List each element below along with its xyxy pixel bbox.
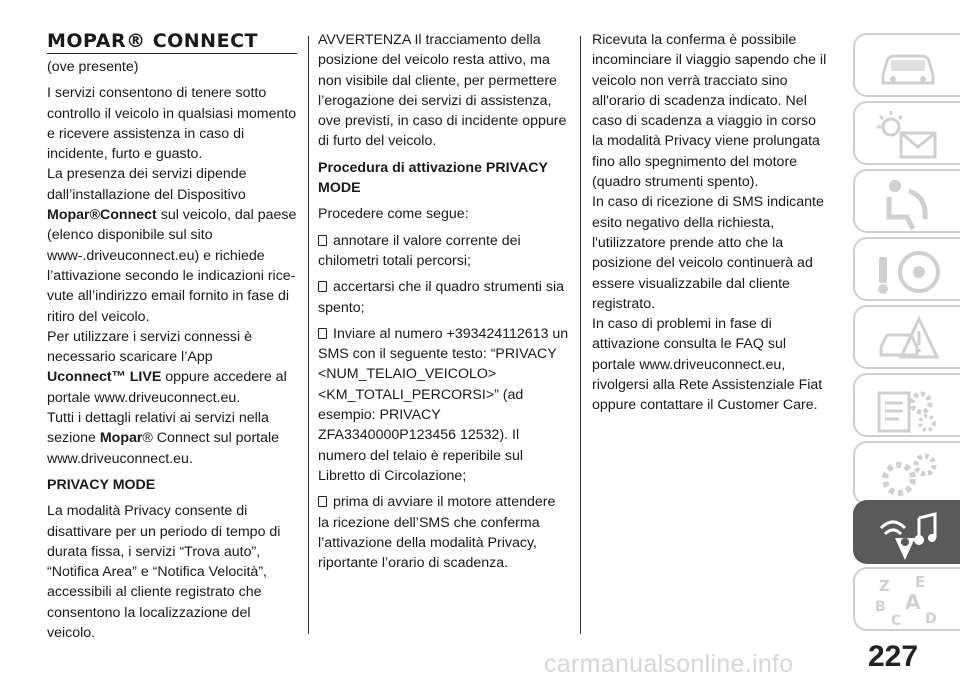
bullet-square-icon	[318, 281, 327, 292]
airbag-seat-icon	[875, 177, 943, 231]
svg-text:B: B	[875, 599, 886, 615]
svg-text:D: D	[925, 611, 937, 627]
technical-gears-icon	[875, 449, 943, 503]
steering-key-icon	[875, 245, 943, 299]
svg-text:E: E	[915, 575, 926, 591]
bullet-item	[318, 324, 570, 486]
tab-technical-data[interactable]	[853, 441, 960, 505]
tab-multimedia[interactable]	[853, 500, 960, 564]
car-icon	[875, 41, 943, 91]
bullet-square-icon	[318, 328, 327, 339]
crash-warning-icon	[875, 313, 943, 367]
tab-emergency[interactable]	[853, 305, 960, 369]
column-divider	[308, 36, 309, 634]
watermark: carmanualsonline.info	[544, 650, 794, 678]
procedure-heading: Procedura di attivazione PRIVACY MODE	[318, 159, 548, 197]
device-paragraph: La presenza dei servizi dipende dall’installazione del Dispositivo	[47, 166, 247, 203]
app-paragraph: Per utilizzare i servizi connessi è necessario scaricare l’App	[47, 328, 253, 366]
multimedia-icon	[875, 508, 943, 562]
bullet-item	[318, 277, 570, 318]
mopar-connect-label: Mopar®Connect	[47, 207, 157, 224]
maintenance-gears-icon	[875, 381, 943, 435]
bullet-square-icon	[318, 496, 327, 507]
bullet-text: Inviare al numero +393424112613 un SMS con il seguente testo: “PRIVACY <NUM_TELAIO_VEICOLO> <KM_TOTALI_PERCORSI>” (ad esempio: PRIVACY ZFA3340000P123456 12532). Il numero del telaio è reperibile sul Libretto di Circolazione;	[318, 325, 569, 484]
bullet-item	[318, 231, 570, 272]
svg-text:A: A	[905, 590, 921, 614]
bullet-item	[318, 492, 570, 573]
tab-maintenance[interactable]	[853, 373, 960, 437]
index-letters-icon	[875, 575, 943, 629]
warning-paragraph: AVVERTENZA Il tracciamento della posizione del veicolo resta attivo, ma non visibile dal cliente, per permettere l’erogazione dei servizi di assistenza, ove previsti, in caso di incidente oppure di furto del veicolo.	[318, 32, 567, 150]
confirmation-paragraph: Ricevuta la conferma è possibile incominciare il viaggio sapendo che il veicolo non verrà tracciato sino all'orario di scadenza indicato. Nel caso di scadenza a viaggio in corso la modalità Privacy viene prolungata fino allo spegnimento del motore (quadro strumenti spento).	[592, 32, 827, 191]
app-text: oppure accedere al portale www.driveuconnect.eu.	[47, 369, 287, 406]
bullet-text: accertarsi che il quadro strumenti sia spento;	[318, 279, 565, 316]
device-text: sul veicolo, dal paese (elenco disponibile sul sito www-.driveuconnect.eu) e richiede l’attivazione secondo le indicazioni rice-vute all’indirizzo email fornito in fase di ritiro del veicolo.	[47, 207, 297, 325]
procedure-intro: Procedere come segue:	[318, 206, 469, 223]
device-paragraph-2	[47, 205, 300, 327]
details-text-2: ® Connect sul portale www.driveuconnect.eu.	[47, 430, 280, 467]
details-paragraph	[47, 408, 300, 469]
column-divider	[580, 36, 581, 634]
bullet-square-icon	[318, 235, 327, 246]
bullet-text: prima di avviare il motore attendere la ricezione dell’SMS che conferma l’attivazione della modalità Privacy, riportante l’orario di scadenza.	[318, 494, 556, 572]
tab-safety[interactable]	[853, 169, 960, 233]
tab-warning-lights[interactable]	[853, 101, 960, 165]
availability-note: (ove presente)	[47, 59, 139, 75]
tab-index[interactable]	[853, 567, 960, 631]
mopar-label: Mopar	[99, 430, 143, 447]
negative-sms-paragraph: In caso di ricezione di SMS indicante esito negativo della richiesta, l'utilizzatore prende atto che la posizione del veicolo continuerà ad essere visualizzabile dal cliente registrato.	[592, 194, 824, 312]
page-title: MOPAR® CONNECT	[47, 30, 297, 54]
column-3	[592, 30, 830, 416]
problems-paragraph: In caso di problemi in fase di attivazione consulta le FAQ sul portale www.driveuconnect.eu, rivolgersi alla Rete Assistenziale Fiat oppure contattare il Customer Care.	[592, 316, 823, 414]
intro-paragraph: I servizi consentono di tenere sotto controllo il veicolo in qualsiasi momento e ricevere assistenza in caso di incidente, furto e guasto.	[47, 85, 297, 163]
tab-starting-driving[interactable]	[853, 237, 960, 301]
privacy-paragraph: La modalità Privacy consente di disattivare per un periodo di tempo di durata fissa, i servizi “Trova auto”, “Notifica Area” e “Notifica Velocità”, accessibili al cliente registrato che consentono la localizzazione del veicolo.	[47, 503, 281, 642]
warning-lights-icon	[875, 109, 943, 163]
details-text: Tutti i dettagli relativi ai servizi nella sezione	[47, 410, 269, 447]
tab-car[interactable]	[853, 33, 960, 97]
svg-text:C: C	[891, 613, 902, 629]
svg-text:Z: Z	[879, 577, 890, 595]
page-number: 227	[868, 640, 919, 673]
app-paragraph-2	[47, 367, 300, 408]
uconnect-label: Uconnect™ LIVE	[47, 369, 162, 386]
column-2	[318, 30, 570, 573]
column-1	[47, 30, 300, 643]
privacy-mode-heading: PRIVACY MODE	[47, 476, 156, 493]
bullet-text: annotare il valore corrente dei chilometri totali percorsi;	[318, 232, 521, 269]
